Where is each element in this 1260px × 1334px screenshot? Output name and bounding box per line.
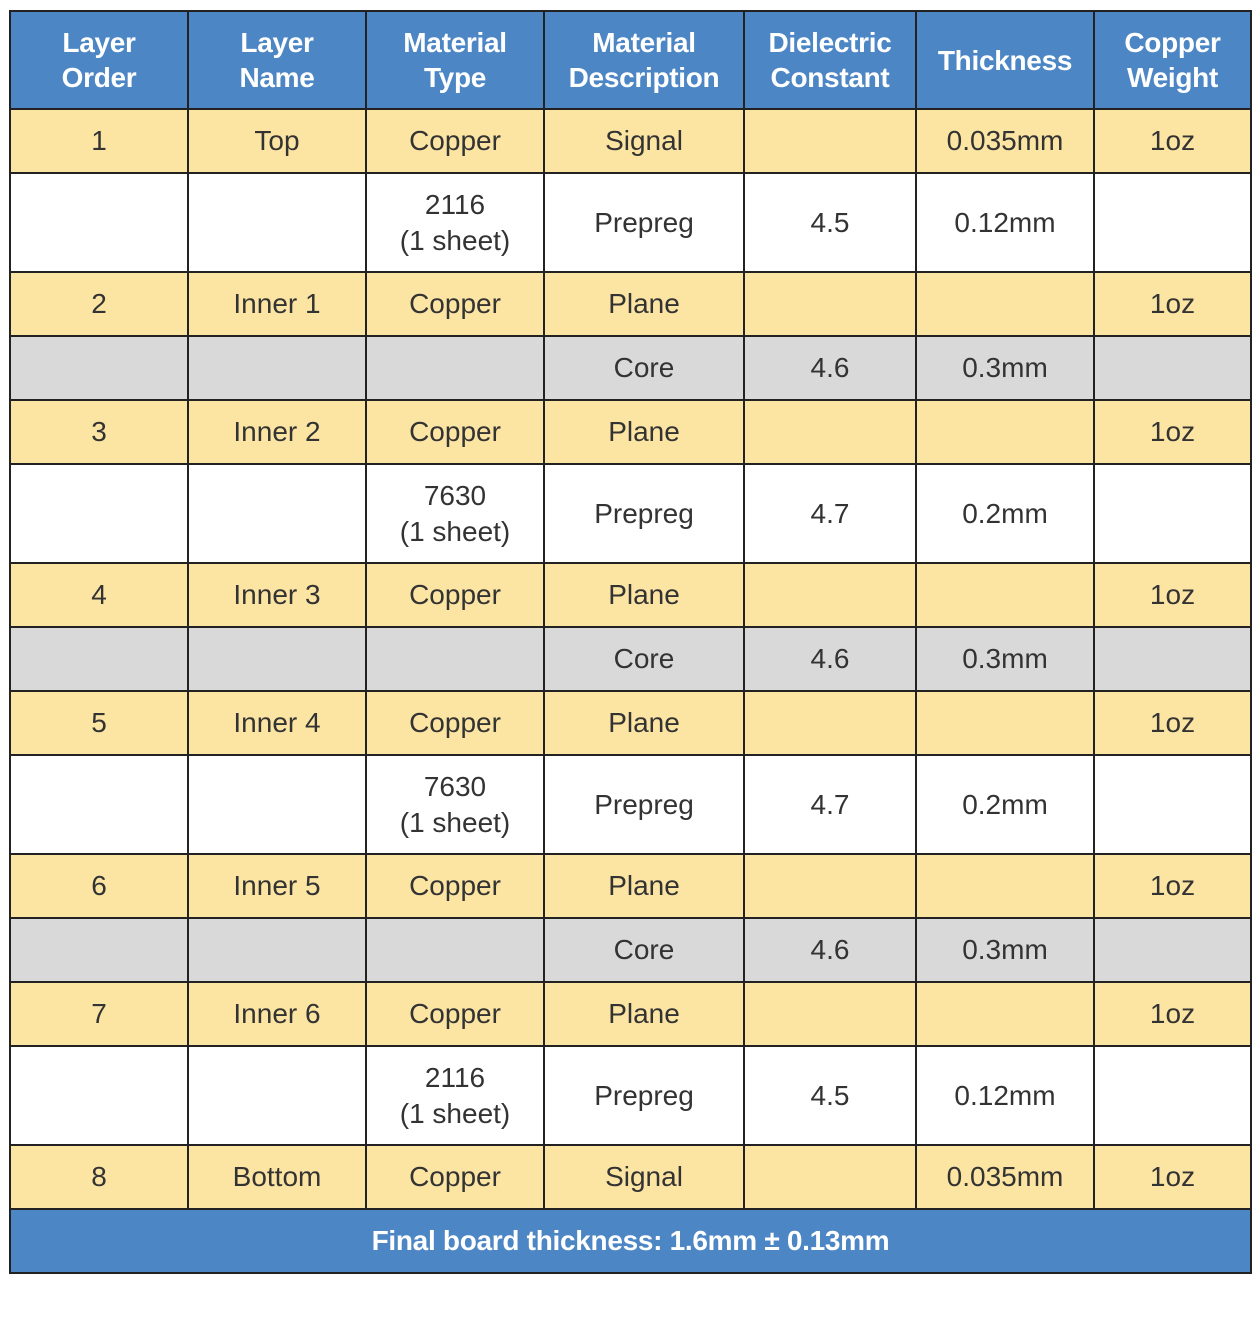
cell-thickness: 0.3mm bbox=[916, 627, 1094, 691]
cell-material-description: Prepreg bbox=[544, 464, 744, 563]
header-row bbox=[10, 11, 1251, 109]
cell-layer-order bbox=[10, 1046, 188, 1145]
cell-material-type bbox=[366, 400, 544, 464]
material-type-line: Copper bbox=[409, 125, 501, 156]
header-copper-weight: Copper Weight bbox=[1094, 11, 1251, 109]
cell-layer-order bbox=[10, 173, 188, 272]
final-board-thickness: Final board thickness: 1.6mm ± 0.13mm bbox=[10, 1209, 1251, 1273]
cell-dielectric-constant: 4.5 bbox=[744, 1046, 916, 1145]
cell-layer-name bbox=[188, 336, 366, 400]
cell-copper-weight: 1oz bbox=[1094, 400, 1251, 464]
cell-material-description: Signal bbox=[544, 109, 744, 173]
cell-layer-name bbox=[188, 627, 366, 691]
cell-layer-order: 8 bbox=[10, 1145, 188, 1209]
cell-layer-order: 1 bbox=[10, 109, 188, 173]
material-type-line: 7630 bbox=[423, 479, 487, 511]
cell-thickness bbox=[916, 400, 1094, 464]
cell-dielectric-constant: 4.5 bbox=[744, 173, 916, 272]
cell-layer-order: 3 bbox=[10, 400, 188, 464]
cell-layer-order bbox=[10, 918, 188, 982]
cell-copper-weight bbox=[1094, 918, 1251, 982]
cell-copper-weight bbox=[1094, 336, 1251, 400]
cell-thickness bbox=[916, 691, 1094, 755]
cell-layer-name: Inner 3 bbox=[188, 563, 366, 627]
cell-dielectric-constant: 4.6 bbox=[744, 918, 916, 982]
table-row bbox=[10, 464, 1251, 563]
cell-layer-order bbox=[10, 627, 188, 691]
cell-dielectric-constant bbox=[744, 563, 916, 627]
cell-thickness: 0.12mm bbox=[916, 1046, 1094, 1145]
table-row bbox=[10, 691, 1251, 755]
cell-dielectric-constant bbox=[744, 982, 916, 1046]
cell-thickness: 0.3mm bbox=[916, 918, 1094, 982]
cell-dielectric-constant: 4.6 bbox=[744, 336, 916, 400]
material-type-line: Copper bbox=[409, 707, 501, 738]
cell-layer-name: Inner 4 bbox=[188, 691, 366, 755]
cell-layer-name bbox=[188, 173, 366, 272]
cell-copper-weight: 1oz bbox=[1094, 854, 1251, 918]
cell-copper-weight: 1oz bbox=[1094, 691, 1251, 755]
cell-copper-weight bbox=[1094, 627, 1251, 691]
cell-material-description: Prepreg bbox=[544, 755, 744, 854]
cell-thickness: 0.2mm bbox=[916, 755, 1094, 854]
table-row bbox=[10, 173, 1251, 272]
cell-copper-weight bbox=[1094, 755, 1251, 854]
pcb-stackup-table bbox=[9, 10, 1252, 1274]
header-dielectric-constant: Dielectric Constant bbox=[744, 11, 916, 109]
material-type-line: Copper bbox=[409, 1161, 501, 1192]
stackup-body bbox=[10, 109, 1251, 1209]
material-type-line: (1 sheet) bbox=[399, 1097, 511, 1129]
cell-thickness: 0.2mm bbox=[916, 464, 1094, 563]
cell-layer-order: 5 bbox=[10, 691, 188, 755]
cell-thickness bbox=[916, 563, 1094, 627]
cell-material-type bbox=[366, 563, 544, 627]
table-row bbox=[10, 918, 1251, 982]
cell-copper-weight: 1oz bbox=[1094, 982, 1251, 1046]
material-type-line: 2116 bbox=[424, 188, 486, 220]
cell-thickness bbox=[916, 272, 1094, 336]
cell-dielectric-constant bbox=[744, 1145, 916, 1209]
cell-layer-name bbox=[188, 918, 366, 982]
cell-material-type bbox=[366, 1046, 544, 1145]
cell-dielectric-constant bbox=[744, 400, 916, 464]
cell-copper-weight: 1oz bbox=[1094, 272, 1251, 336]
cell-material-type bbox=[366, 173, 544, 272]
cell-material-description: Prepreg bbox=[544, 173, 744, 272]
cell-material-description: Plane bbox=[544, 400, 744, 464]
header-material-description: Material Description bbox=[544, 11, 744, 109]
cell-material-description: Plane bbox=[544, 982, 744, 1046]
cell-dielectric-constant bbox=[744, 272, 916, 336]
table-row bbox=[10, 1046, 1251, 1145]
material-type-line: Copper bbox=[409, 579, 501, 610]
cell-material-type bbox=[366, 272, 544, 336]
cell-layer-name bbox=[188, 755, 366, 854]
material-type-line: (1 sheet) bbox=[399, 515, 511, 547]
material-type-line: Copper bbox=[409, 870, 501, 901]
cell-thickness: 0.035mm bbox=[916, 109, 1094, 173]
cell-material-type bbox=[366, 109, 544, 173]
cell-thickness bbox=[916, 982, 1094, 1046]
table-row bbox=[10, 272, 1251, 336]
cell-copper-weight: 1oz bbox=[1094, 109, 1251, 173]
table-row bbox=[10, 336, 1251, 400]
table-row bbox=[10, 854, 1251, 918]
cell-material-description: Prepreg bbox=[544, 1046, 744, 1145]
cell-material-description: Signal bbox=[544, 1145, 744, 1209]
cell-material-type bbox=[366, 854, 544, 918]
cell-material-type bbox=[366, 691, 544, 755]
table-row bbox=[10, 627, 1251, 691]
cell-material-type bbox=[366, 1145, 544, 1209]
material-type-line: Copper bbox=[409, 288, 501, 319]
material-type-line: Copper bbox=[409, 416, 501, 447]
cell-thickness: 0.035mm bbox=[916, 1145, 1094, 1209]
header-layer-order: Layer Order bbox=[10, 11, 188, 109]
cell-layer-name: Top bbox=[188, 109, 366, 173]
table-row bbox=[10, 755, 1251, 854]
cell-material-type bbox=[366, 464, 544, 563]
table-row bbox=[10, 1145, 1251, 1209]
table-row bbox=[10, 982, 1251, 1046]
material-type-line: Copper bbox=[409, 998, 501, 1029]
cell-material-description: Plane bbox=[544, 854, 744, 918]
cell-copper-weight: 1oz bbox=[1094, 563, 1251, 627]
cell-layer-order: 7 bbox=[10, 982, 188, 1046]
cell-layer-order bbox=[10, 464, 188, 563]
cell-copper-weight bbox=[1094, 1046, 1251, 1145]
cell-thickness: 0.3mm bbox=[916, 336, 1094, 400]
cell-material-description: Plane bbox=[544, 563, 744, 627]
cell-layer-name bbox=[188, 464, 366, 563]
material-type-line: (1 sheet) bbox=[399, 224, 511, 256]
cell-layer-name: Inner 5 bbox=[188, 854, 366, 918]
material-type-line: 7630 bbox=[423, 770, 487, 802]
cell-thickness bbox=[916, 854, 1094, 918]
cell-copper-weight: 1oz bbox=[1094, 1145, 1251, 1209]
cell-material-description: Core bbox=[544, 918, 744, 982]
cell-material-type bbox=[366, 982, 544, 1046]
table-row bbox=[10, 109, 1251, 173]
cell-layer-order bbox=[10, 336, 188, 400]
cell-copper-weight bbox=[1094, 173, 1251, 272]
cell-dielectric-constant: 4.6 bbox=[744, 627, 916, 691]
cell-layer-name: Inner 6 bbox=[188, 982, 366, 1046]
cell-dielectric-constant: 4.7 bbox=[744, 464, 916, 563]
cell-material-type bbox=[366, 627, 544, 691]
table-row bbox=[10, 563, 1251, 627]
cell-material-description: Core bbox=[544, 336, 744, 400]
cell-material-description: Plane bbox=[544, 691, 744, 755]
cell-dielectric-constant bbox=[744, 691, 916, 755]
cell-layer-name: Inner 2 bbox=[188, 400, 366, 464]
cell-dielectric-constant bbox=[744, 854, 916, 918]
cell-material-description: Plane bbox=[544, 272, 744, 336]
cell-layer-name: Bottom bbox=[188, 1145, 366, 1209]
cell-copper-weight bbox=[1094, 464, 1251, 563]
cell-thickness: 0.12mm bbox=[916, 173, 1094, 272]
cell-layer-order: 4 bbox=[10, 563, 188, 627]
material-type-line: (1 sheet) bbox=[399, 806, 511, 838]
header-material-type: Material Type bbox=[366, 11, 544, 109]
table-row bbox=[10, 400, 1251, 464]
cell-material-description: Core bbox=[544, 627, 744, 691]
header-thickness: Thickness bbox=[916, 11, 1094, 109]
header-layer-name: Layer Name bbox=[188, 11, 366, 109]
cell-layer-order: 2 bbox=[10, 272, 188, 336]
cell-layer-order: 6 bbox=[10, 854, 188, 918]
cell-layer-order bbox=[10, 755, 188, 854]
cell-layer-name: Inner 1 bbox=[188, 272, 366, 336]
cell-material-type bbox=[366, 918, 544, 982]
cell-material-type bbox=[366, 755, 544, 854]
footer-row bbox=[10, 1209, 1251, 1273]
material-type-line: 2116 bbox=[424, 1061, 486, 1093]
cell-dielectric-constant bbox=[744, 109, 916, 173]
cell-layer-name bbox=[188, 1046, 366, 1145]
cell-dielectric-constant: 4.7 bbox=[744, 755, 916, 854]
cell-material-type bbox=[366, 336, 544, 400]
